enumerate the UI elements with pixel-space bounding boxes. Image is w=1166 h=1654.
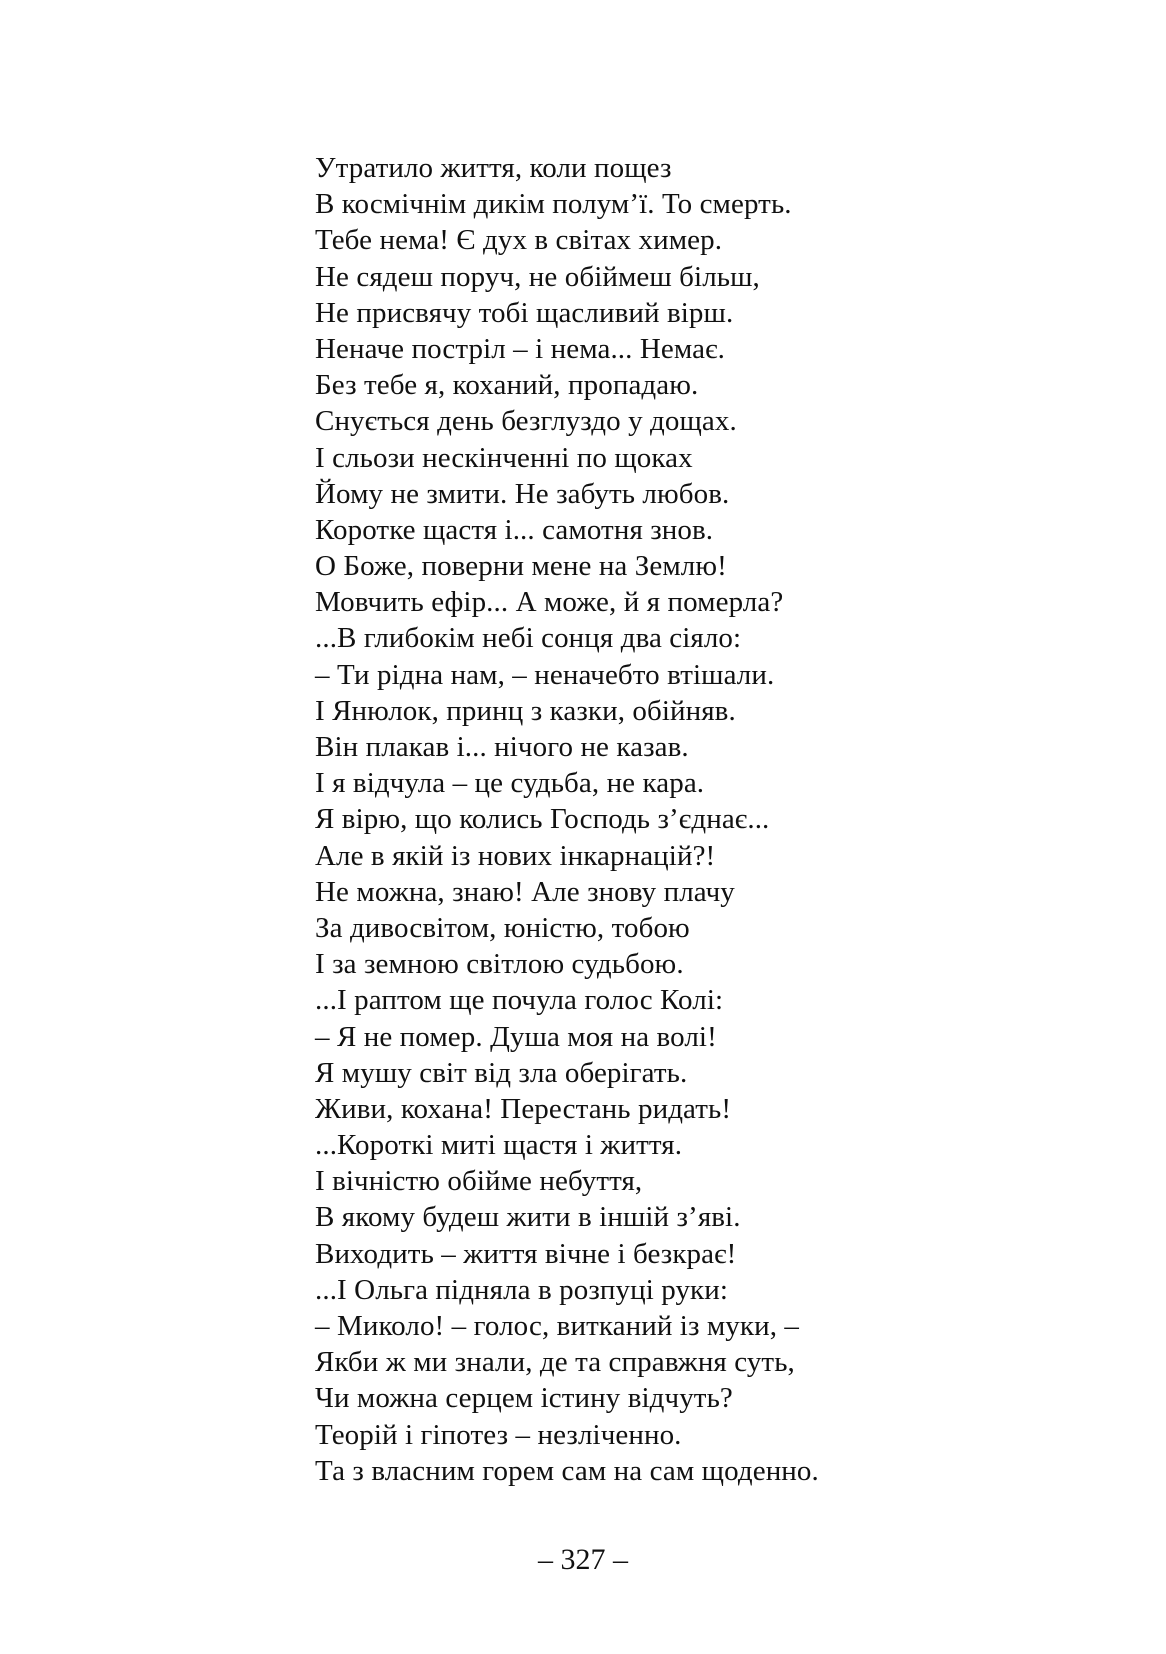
poem-line: В космічнім дикім полум’ї. То смерть.: [315, 188, 792, 221]
poem-line: ...І раптом ще почула голос Колі:: [315, 984, 724, 1017]
poem-line: Живи, кохана! Перестань ридать!: [315, 1092, 732, 1125]
poem-line: За дивосвітом, юністю, тобою: [315, 911, 690, 944]
poem-line: Я мушу світ від зла оберігать.: [315, 1056, 688, 1089]
poem-line: Снується день безглуздо у дощах.: [315, 405, 737, 438]
poem-line: Йому не змити. Не забуть любов.: [315, 477, 730, 510]
poem-line: – Ти рідна нам, – неначебто втішали.: [315, 658, 775, 691]
poem-line: – Миколо! – голос, витканий із муки, –: [315, 1310, 800, 1342]
poem-line: Утратило життя, коли пощез: [315, 152, 672, 184]
poem-line: Не присвячу тобі щасливий вірш.: [315, 296, 734, 329]
poem-line: Без тебе я, коханий, пропадаю.: [315, 369, 699, 402]
page-number: – 327 –: [538, 1543, 628, 1576]
poem-line: Теорій і гіпотез – незліченно.: [315, 1418, 682, 1451]
poem-line: Але в якій із нових інкарнацій?!: [315, 839, 716, 872]
poem-line: І Янюлок, принц з казки, обійняв.: [315, 694, 736, 727]
poem-line: Він плакав і... нічого не казав.: [315, 731, 689, 763]
poem-line: Тебе нема! Є дух в світах химер.: [315, 224, 723, 257]
poem-line: ...І Ольга підняла в розпуці руки:: [315, 1273, 729, 1306]
poem-line: Я вірю, що колись Господь з’єднає...: [315, 803, 770, 836]
poem-line: Неначе постріл – і нема... Немає.: [315, 332, 725, 365]
poem-line: Не можна, знаю! Але знову плачу: [315, 875, 735, 908]
poem-line: Якби ж ми знали, де та справжня суть,: [315, 1346, 795, 1379]
poem-line: І сльози нескінченні по щоках: [315, 441, 693, 474]
poem-line: І вічністю обійме небуття,: [315, 1165, 643, 1198]
poem-line: В якому будеш жити в іншій з’яві.: [315, 1201, 741, 1234]
poem-line: Виходить – життя вічне і безкрає!: [315, 1237, 737, 1270]
poem-line: Чи можна серцем істину відчуть?: [315, 1382, 733, 1415]
poem-line: І за земною світлою судьбою.: [315, 948, 684, 981]
poem-line: Коротке щастя і... самотня знов.: [315, 513, 714, 546]
poem-text: [315, 150, 1135, 1489]
poem-line: Та з власним горем сам на сам щоденно.: [315, 1454, 819, 1487]
poem-line: ...В глибокім небі сонця два сіяло:: [315, 622, 742, 655]
poem-line: О Боже, поверни мене на Землю!: [315, 550, 727, 583]
poem-line: ...Короткі миті щастя і життя.: [315, 1129, 683, 1162]
poem-line: – Я не помер. Душа моя на волі!: [315, 1020, 717, 1053]
poem-line: Не сядеш поруч, не обіймеш більш,: [315, 260, 760, 293]
poem-line: І я відчула – це судьба, не кара.: [315, 767, 705, 800]
poem-line: Мовчить ефір... А може, й я померла?: [315, 586, 784, 619]
